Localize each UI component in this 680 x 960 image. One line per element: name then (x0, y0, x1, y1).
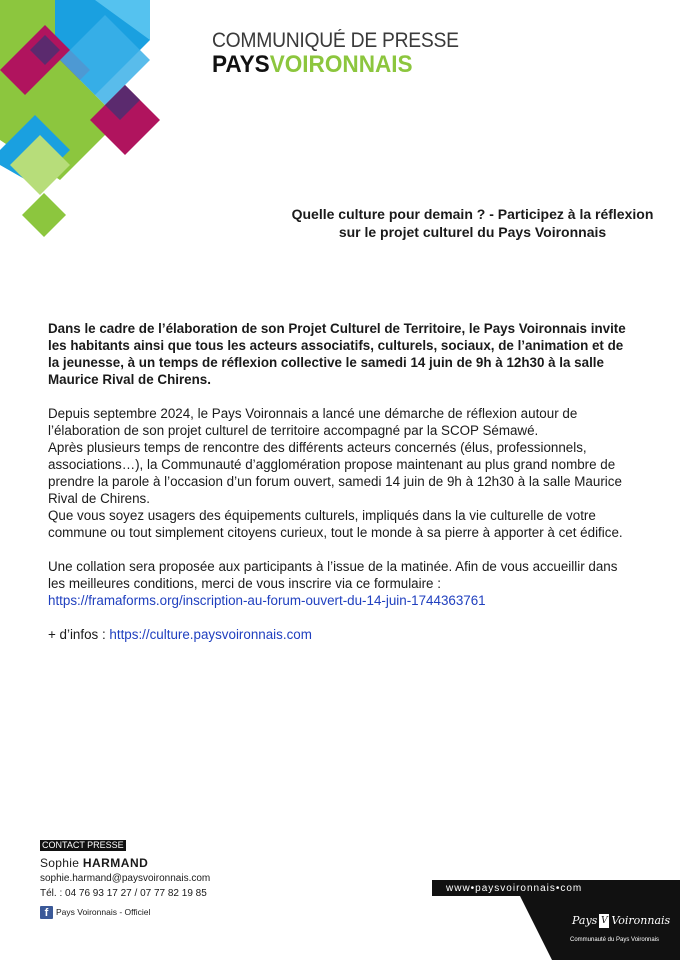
contact-name (40, 855, 210, 871)
infos-prefix: + d’infos : (48, 627, 110, 642)
lead-paragraph: Dans le cadre de l’élaboration de son Projet Culturel de Territoire, le Pays Voironnais invite les habitants ainsi que tous les acteurs associatifs, culturels, sociaux, de l’animation et de la jeunesse, à un temps de réflexion collective le samedi 14 juin de 9h à 12h30 à la salle Maurice Rival de Chirens. (48, 321, 626, 387)
culture-website-link[interactable]: https://culture.paysvoironnais.com (109, 627, 312, 642)
registration-form-link[interactable]: https://framaforms.org/inscription-au-forum-ouvert-du-14-juin-1744363761 (48, 593, 486, 608)
facebook-icon: f (40, 906, 53, 919)
paragraph-3: Que vous soyez usagers des équipements culturels, impliqués dans la vie culturelle de votre commune ou tout simplement citoyens curieux, tout le monde à sa pierre à apporter à cet édifice. (48, 508, 623, 540)
press-contact (40, 838, 210, 920)
contact-tag: CONTACT PRESSE (42, 840, 124, 850)
footer-logo-subtitle: Communauté du Pays Voironnais (570, 937, 660, 943)
contact-email[interactable]: sophie.harmand@paysvoironnais.com (40, 873, 211, 884)
contact-last-name: HARMAND (82, 856, 149, 870)
logo-right-text: Voironnais (611, 914, 671, 927)
footer-logo (572, 914, 670, 928)
infos-line (48, 626, 628, 643)
paragraph-1: Depuis septembre 2024, le Pays Voironnais a lancé une démarche de réflexion autour de l’élaboration de son projet culturel de territoire accompagné par la SCOP Sémawé. (48, 406, 578, 438)
logo-left-text: Pays (572, 914, 598, 927)
paragraph-4: Une collation sera proposée aux participants à l’issue de la matinée. Afin de vous accueillir dans les meilleures conditions, merci de vous inscrire via ce formulaire : (48, 559, 618, 591)
facebook-link[interactable] (40, 905, 210, 920)
brand-voironnais: VOIRONNAIS (269, 51, 413, 78)
masthead-title: COMMUNIQUÉ DE PRESSE (212, 29, 459, 52)
press-release-body (48, 320, 628, 643)
footer-website[interactable]: www•paysvoironnais•com (446, 883, 583, 894)
contact-phone: Tél. : 04 76 93 17 27 / 07 77 82 19 85 (40, 888, 207, 899)
logo-mark-icon: V (601, 916, 608, 926)
facebook-label: Pays Voironnais - Officiel (56, 907, 151, 917)
masthead-brand (212, 52, 464, 78)
press-release-headline: Quelle culture pour demain ? - Participez à la réflexion sur le projet culturel du Pays Voironnais (291, 206, 654, 240)
contact-first-name: Sophie (40, 856, 80, 870)
decorative-squares (0, 0, 200, 245)
brand-pays: PAYS (212, 51, 270, 78)
paragraph-2: Après plusieurs temps de rencontre des différents acteurs concernés (élus, professionnels, associations…), la Communauté d’agglomération propose maintenant au plus grand nombre de prendre la parole à l’occasion d’un forum ouvert, samedi 14 juin de 9h à 12h30 à la salle Maurice Rival de Chirens. (48, 440, 622, 506)
footer-banner (432, 880, 680, 960)
masthead (212, 30, 480, 78)
